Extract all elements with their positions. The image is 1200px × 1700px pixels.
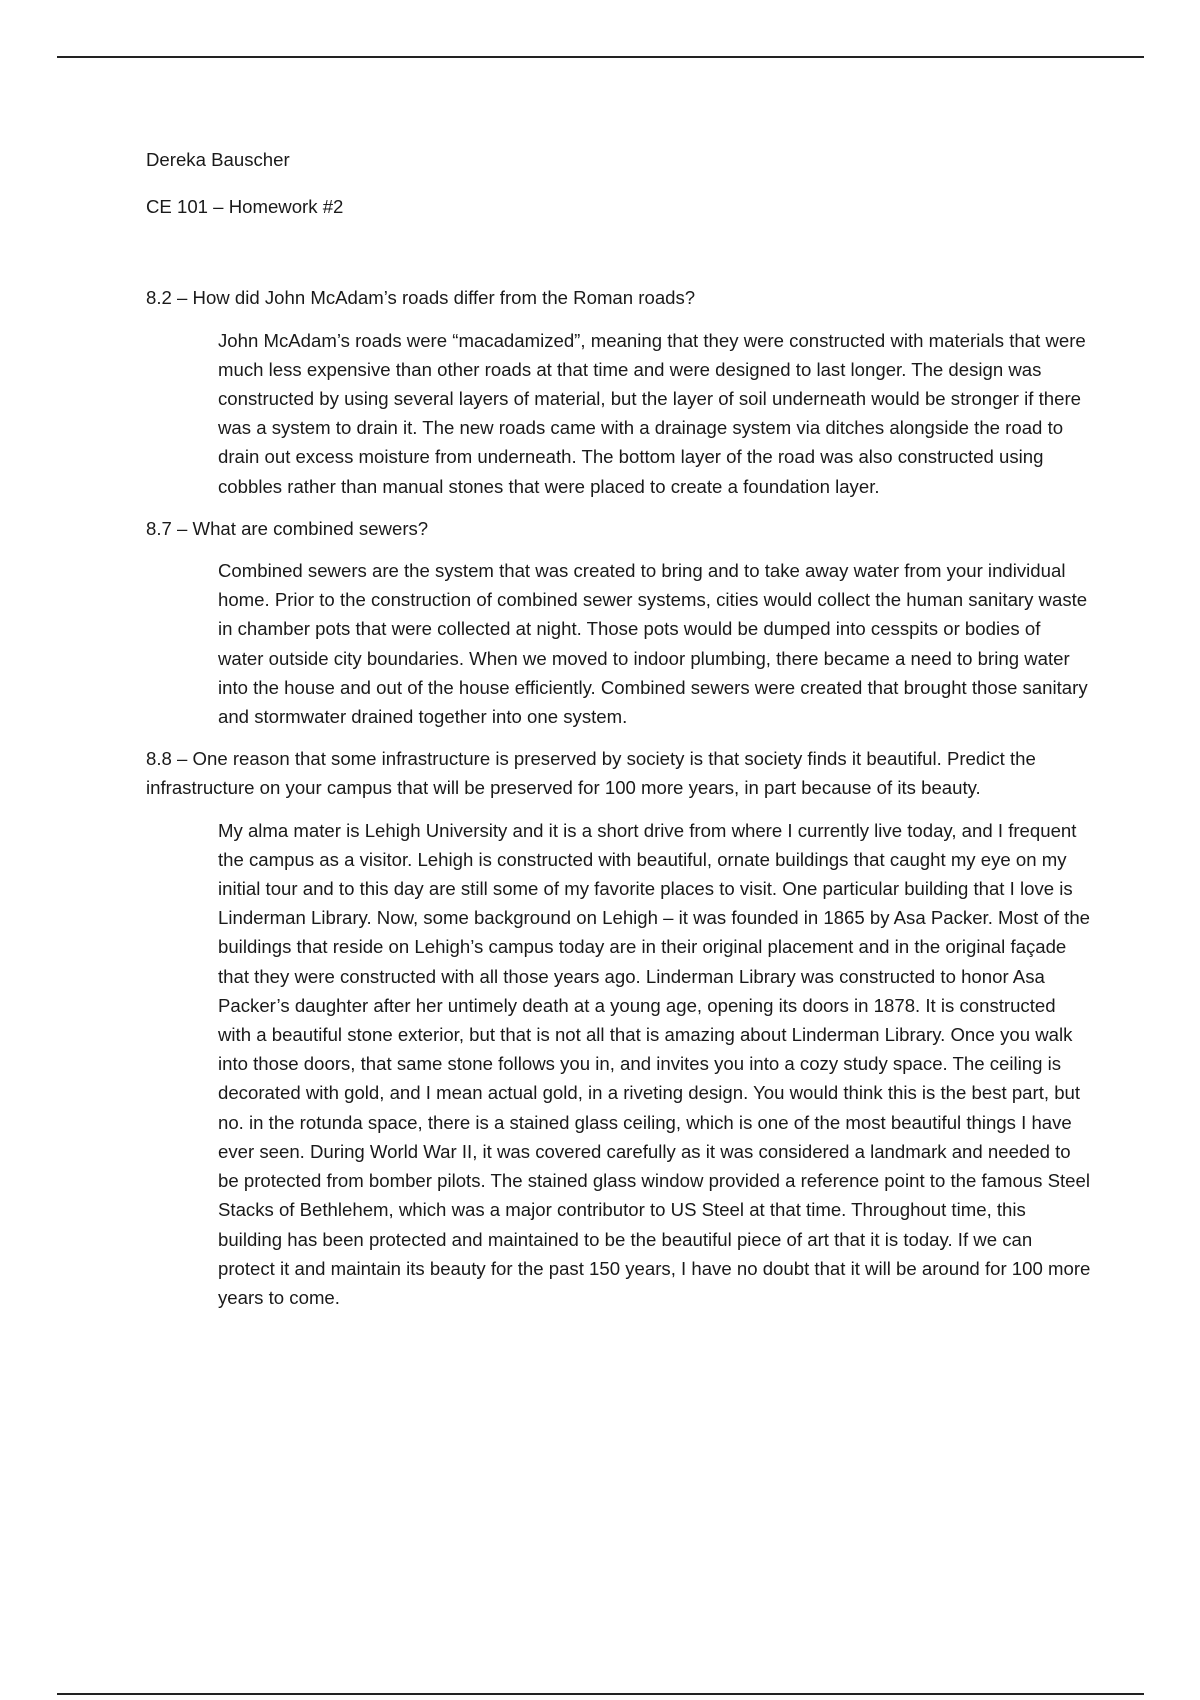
answer-8-2: John McAdam’s roads were “macadamized”, meaning that they were constructed with materials that were much less expensive than other roads at that time and were designed to last longer. The design was constructed by using several layers of material, but the layer of soil underneath would be stronger if there was a system to drain it. The new roads came with a drainage system via ditches alongside the road to drain out excess moisture from underneath. The bottom layer of the road was also constructed using cobbles rather than manual stones that were placed to create a foundation layer. (218, 329, 1086, 497)
document-body (146, 145, 1091, 1312)
author-name: Dereka Bauscher (146, 149, 290, 170)
question-8-2: 8.2 – How did John McAdam’s roads differ from the Roman roads? (146, 287, 696, 309)
answer-8-7: Combined sewers are the system that was created to bring and to take away water from your individual home. Prior to the construction of combined sewer systems, cities would collect the human sanitary waste in chamber pots that were collected at night. Those pots would be dumped into cesspits or bodies of water outside city boundaries. When we moved to indoor plumbing, there became a need to bring water into the house and out of the house efficiently. Combined sewers were created that brought those sanitary and stormwater drained together into one system. (218, 560, 1088, 728)
header-rule (57, 56, 1144, 58)
course-title: CE 101 – Homework #2 (146, 196, 344, 218)
question-8-7: 8.7 – What are combined sewers? (146, 517, 429, 539)
question-8-8: 8.8 – One reason that some infrastructure is preserved by society is that society finds it beautiful. Predict the infrastructure on your campus that will be preserved for 100 more years, in part because of its beauty. (146, 748, 1036, 799)
footer-rule (57, 1693, 1144, 1695)
answer-8-8: My alma mater is Lehigh University and it is a short drive from where I currently live today, and I frequent the campus as a visitor. Lehigh is constructed with beautiful, ornate buildings that caught my eye on my initial tour and to this day are still some of my favorite places to visit. One particular building that I love is Linderman Library. Now, some background on Lehigh – it was founded in 1865 by Asa Packer. Most of the buildings that reside on Lehigh’s campus today are in their original placement and in the original façade that they were constructed with all those years ago. Linderman Library was constructed to honor Asa Packer’s daughter after her untimely death at a young age, opening its doors in 1878. It is constructed with a beautiful stone exterior, but that is not all that is amazing about Linderman Library. Once you walk into those doors, that same stone follows you in, and invites you into a cozy study space. The ceiling is decorated with gold, and I mean actual gold, in a riveting design. You would think this is the best part, but no. in the rotunda space, there is a stained glass ceiling, which is one of the most beautiful things I have ever seen. During World War II, it was covered carefully as it was considered a landmark and needed to be protected from bomber pilots. The stained glass window provided a reference point to the famous Steel Stacks of Bethlehem, which was a major contributor to US Steel at that time. Throughout time, this building has been protected and maintained to be the beautiful piece of art that it is today. If we can protect it and maintain its beauty for the past 150 years, I have no doubt that it will be around for 100 more years to come. (218, 819, 1091, 1308)
